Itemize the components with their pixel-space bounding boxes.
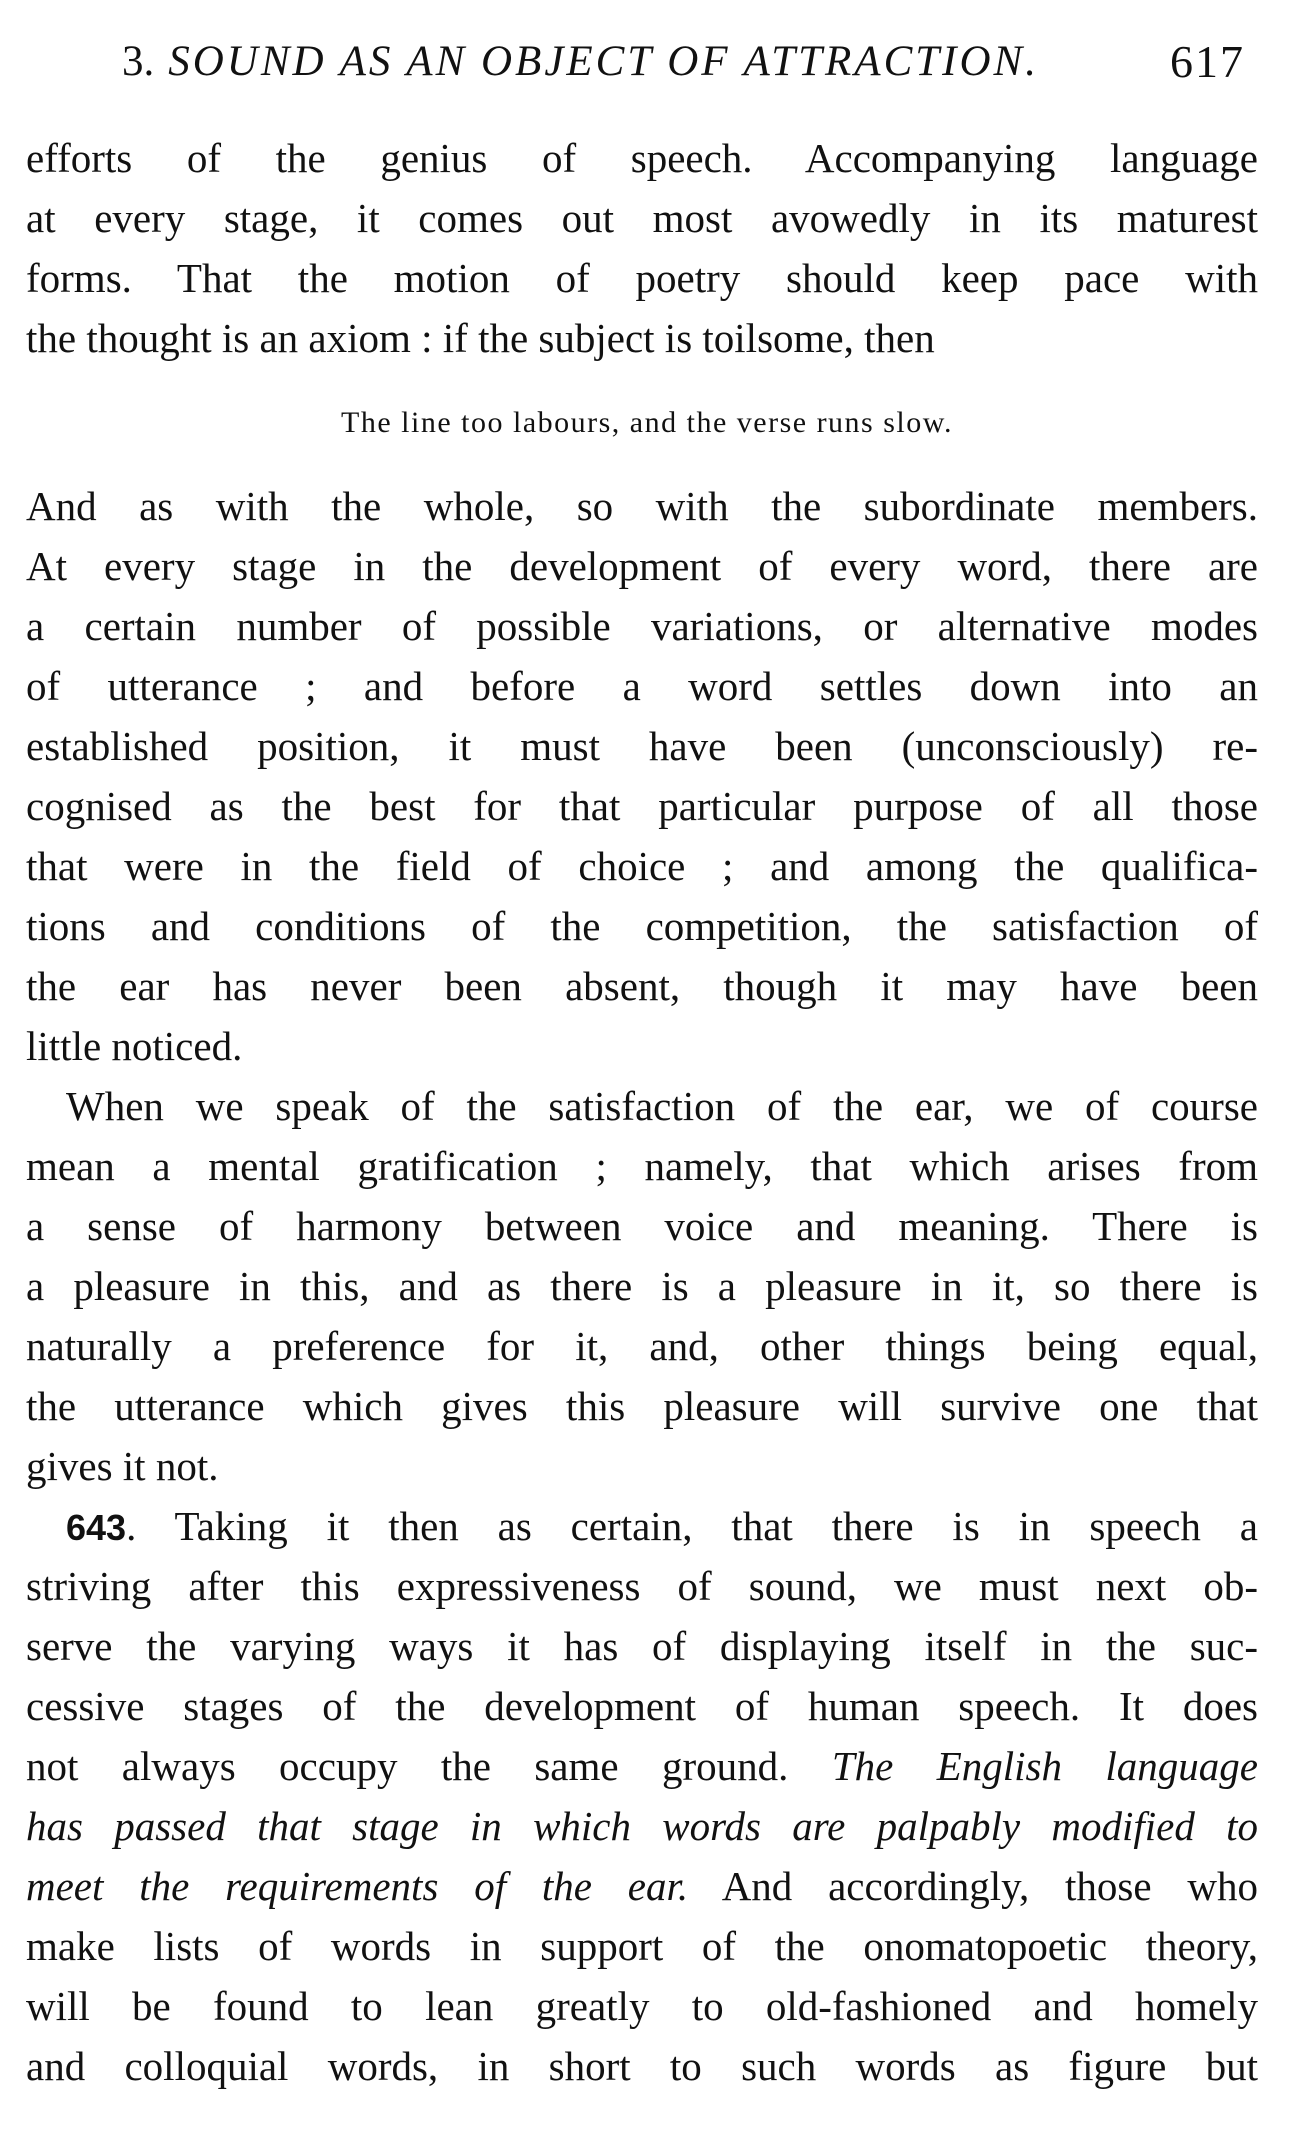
italic-run: The English language	[831, 1743, 1258, 1789]
running-head-section	[122, 32, 1039, 92]
text-line: and colloquial words, in short to such words as figure but	[26, 2043, 1258, 2089]
paragraph-subordinate-members	[26, 476, 1258, 1076]
text-line: that were in the field of choice ; and among the qualifica-	[26, 843, 1258, 889]
text-line: established position, it must have been (unconsciously) re-	[26, 723, 1258, 769]
section-number: 3.	[122, 38, 155, 85]
text-line: tions and conditions of the competition, the satisfaction of	[26, 903, 1258, 949]
text-line: efforts of the genius of speech. Accompanying language	[26, 135, 1258, 181]
text-run: . Taking it then as certain, that there is in speech a	[126, 1503, 1258, 1549]
text-line: the thought is an axiom : if the subject is toilsome, then	[26, 315, 935, 361]
page-number: 617	[1170, 36, 1245, 87]
text-line: serve the varying ways it has of displaying itself in the suc-	[26, 1623, 1258, 1669]
text-line: at every stage, it comes out most avowedly in its maturest	[26, 195, 1258, 241]
text-run: not always occupy the same ground.	[26, 1743, 789, 1789]
running-head-title: SOUND AS AN OBJECT OF ATTRACTION.	[168, 38, 1039, 85]
text-line: naturally a preference for it, and, other things being equal,	[26, 1323, 1258, 1369]
text-line: mean a mental gratification ; namely, that which arises from	[26, 1143, 1258, 1189]
paragraph-satisfaction-of-ear	[26, 1076, 1258, 1496]
verse-quotation: The line too labours, and the verse runs slow.	[341, 406, 953, 439]
text-line: little noticed.	[26, 1023, 243, 1069]
text-line: a sense of harmony between voice and meaning. There is	[26, 1203, 1258, 1249]
text-run: And accordingly, those who	[721, 1863, 1258, 1909]
running-head	[0, 32, 1294, 92]
text-line: forms. That the motion of poetry should keep pace with	[26, 255, 1258, 301]
text-line: And as with the whole, so with the subordinate members.	[26, 483, 1258, 529]
text-line: striving after this expressiveness of sound, we must next ob-	[26, 1563, 1258, 1609]
text-line	[26, 1856, 1258, 1916]
text-line: of utterance ; and before a word settles down into an	[26, 663, 1258, 709]
paragraph-continuation	[26, 128, 1258, 368]
text-line	[26, 1736, 1258, 1796]
text-line: At every stage in the development of every word, there are	[26, 543, 1258, 589]
text-line: gives it not.	[26, 1443, 219, 1489]
italic-run: meet the requirements of the ear.	[26, 1863, 689, 1909]
text-line: a pleasure in this, and as there is a pleasure in it, so there is	[26, 1263, 1258, 1309]
text-line	[26, 1496, 1258, 1556]
text-line: make lists of words in support of the onomatopoetic theory,	[26, 1923, 1258, 1969]
text-line: will be found to lean greatly to old-fashioned and homely	[26, 1983, 1258, 2029]
text-line: the ear has never been absent, though it may have been	[26, 963, 1258, 1009]
paragraph-number: 643	[66, 1507, 127, 1548]
text-line: a certain number of possible variations, or alternative modes	[26, 603, 1258, 649]
text-line: cessive stages of the development of human speech. It does	[26, 1683, 1258, 1729]
text-line: the utterance which gives this pleasure will survive one that	[26, 1383, 1258, 1429]
text-line: When we speak of the satisfaction of the ear, we of course	[66, 1083, 1258, 1129]
paragraph-643	[26, 1496, 1258, 2096]
text-line: has passed that stage in which words are palpably modified to	[26, 1803, 1258, 1849]
text-line: cognised as the best for that particular purpose of all those	[26, 783, 1258, 829]
